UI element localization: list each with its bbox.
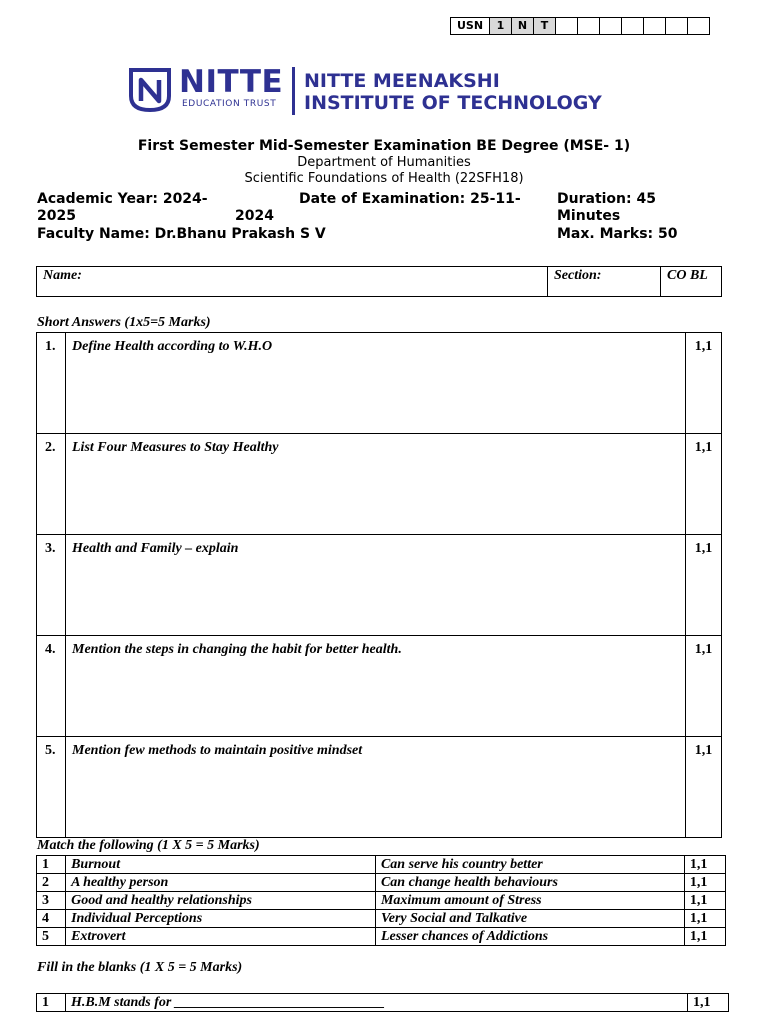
question-text[interactable]: Define Health according to W.H.O [66,333,686,434]
match-right: Lesser chances of Addictions [375,928,684,946]
usn-blank-cell[interactable] [556,18,578,35]
exam-date: Date of Examination: 25-11- 2024 [235,191,521,224]
question-row [37,535,722,636]
usn-blank-cell[interactable] [600,18,622,35]
usn-digit: T [534,18,556,35]
match-left: Extrovert [66,928,376,946]
match-co: 1,1 [684,892,725,910]
logo-trust-text: EDUCATION TRUST [182,99,277,109]
usn-label: USN [451,18,490,35]
question-co: 1,1 [686,636,722,737]
logo-divider [292,67,295,115]
question-text[interactable]: Health and Family – explain [66,535,686,636]
logo-wordmark: NITTE [179,64,284,100]
co-bl-label: CO BL [667,268,708,283]
usn-box [450,17,710,35]
match-table [36,855,726,946]
match-heading: Match the following (1 X 5 = 5 Marks) [37,838,260,853]
match-left: A healthy person [66,874,376,892]
short-answers-table [36,332,722,838]
fill-text[interactable]: H.B.M stands for ______________________________ [66,994,688,1012]
usn-digit: N [512,18,534,35]
question-co: 1,1 [686,737,722,838]
question-co: 1,1 [686,333,722,434]
match-row [37,928,726,946]
match-right: Very Social and Talkative [375,910,684,928]
match-number: 4 [37,910,66,928]
match-number: 2 [37,874,66,892]
question-row [37,636,722,737]
academic-year: Academic Year: 2024- 2025 [37,191,208,224]
name-field[interactable]: Name: [37,267,548,296]
match-right: Can change health behaviours [375,874,684,892]
question-text[interactable]: List Four Measures to Stay Healthy [66,434,686,535]
usn-blank-cell[interactable] [688,18,710,35]
exam-title: First Semester Mid-Semester Examination BE Degree (MSE- 1) [137,138,631,154]
match-row [37,874,726,892]
question-text[interactable]: Mention the steps in changing the habit for better health. [66,636,686,737]
match-row [37,892,726,910]
short-answers-heading: Short Answers (1x5=5 Marks) [37,315,211,330]
section-field[interactable]: Section: [548,267,661,296]
question-row [37,333,722,434]
match-right: Can serve his country better [375,856,684,874]
student-info-box [36,266,722,297]
usn-blank-cell[interactable] [644,18,666,35]
match-row [37,856,726,874]
match-co: 1,1 [684,856,725,874]
fill-row [37,994,729,1012]
question-row [37,737,722,838]
fill-table [36,993,729,1012]
question-number: 3. [37,535,66,636]
fill-co: 1,1 [688,994,729,1012]
fill-number: 1 [37,994,66,1012]
max-marks: Max. Marks: 50 [557,226,678,242]
logo-inst-line1: NITTE MEENAKSHI [304,70,500,92]
match-co: 1,1 [684,874,725,892]
fill-heading: Fill in the blanks (1 X 5 = 5 Marks) [37,960,243,975]
usn-blank-cell[interactable] [622,18,644,35]
match-number: 5 [37,928,66,946]
match-left: Good and healthy relationships [66,892,376,910]
match-right: Maximum amount of Stress [375,892,684,910]
question-co: 1,1 [686,434,722,535]
usn-blank-cell[interactable] [666,18,688,35]
match-number: 1 [37,856,66,874]
question-text[interactable]: Mention few methods to maintain positive mindset [66,737,686,838]
logo-inst-line2: INSTITUTE OF TECHNOLOGY [304,92,602,114]
question-co: 1,1 [686,535,722,636]
usn-digit: 1 [490,18,512,35]
usn-blank-cell[interactable] [578,18,600,35]
match-row [37,910,726,928]
match-number: 3 [37,892,66,910]
institution-logo [127,66,637,118]
question-number: 5. [37,737,66,838]
match-co: 1,1 [684,928,725,946]
department: Department of Humanities [297,155,471,170]
question-number: 2. [37,434,66,535]
question-row [37,434,722,535]
faculty-name: Faculty Name: Dr.Bhanu Prakash S V [37,226,326,242]
course-name: Scientific Foundations of Health (22SFH18) [244,171,524,186]
question-number: 1. [37,333,66,434]
duration: Duration: 45 Minutes [557,191,656,224]
match-left: Individual Perceptions [66,910,376,928]
question-number: 4. [37,636,66,737]
nitte-n-icon [127,68,173,112]
match-left: Burnout [66,856,376,874]
match-co: 1,1 [684,910,725,928]
logo-institute-name [304,70,602,114]
